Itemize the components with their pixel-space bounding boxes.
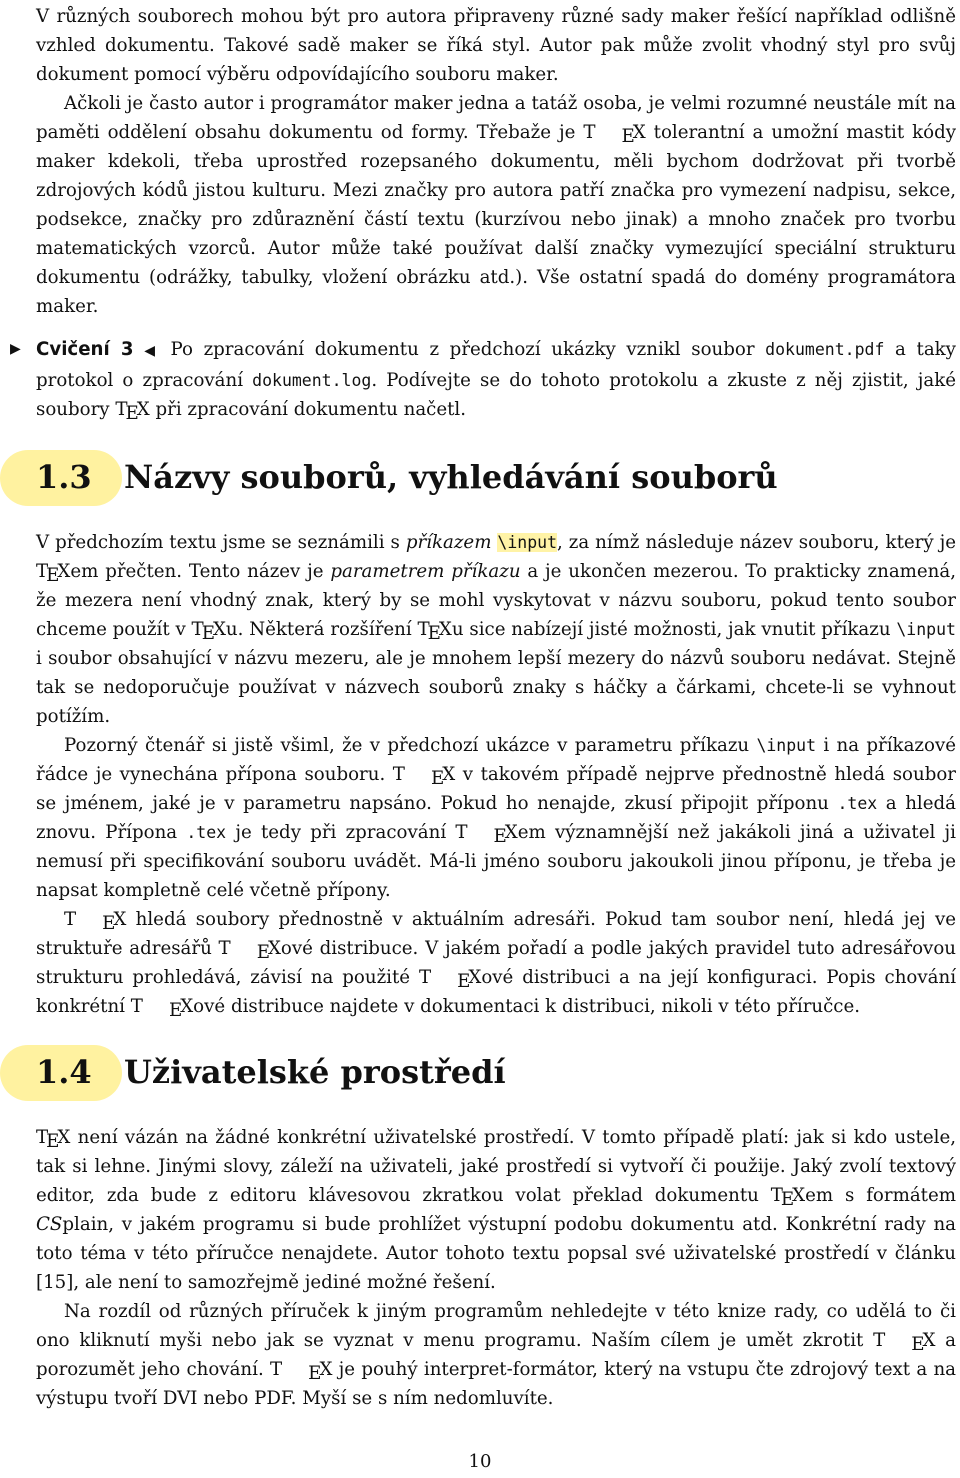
tex-logo: TEX	[115, 399, 150, 424]
input-command: \input	[896, 620, 956, 639]
csplain-logo: CS	[36, 1214, 63, 1235]
tex-extension: .tex	[186, 823, 227, 842]
section-number: 1.3	[36, 458, 92, 496]
section-1-3-paragraph-3: T EX hledá soubory přednostně v aktuálním adresáři. Pokud tam soubor není, hledá jej ve struktuře adresářů T EXové distribuce. V jakém pořadí a podle jakých pravidel tuto adresářovou strukturu prohledává, závisí na použité T EXové distribuci a na její konfiguraci. Popis chování konkrétní T EXové distribuce najdete v dokumentaci k distribuci, nikoli v této příručce.	[36, 909, 957, 1021]
exercise-3	[10, 335, 956, 424]
document-page	[10, 0, 957, 1413]
intro-paragraph-1: V různých souborech mohou být pro autora připraveny různé sady maker řešící například odlišně vzhled dokumentu. Takové sadě maker se říká styl. Autor pak může zvolit vhodný styl pro svůj dokument pomocí výběru odpovídajícího souboru maker.	[36, 6, 956, 85]
section-1-4-paragraph-1: TEX není vázán na žádné konkrétní uživatelské prostředí. V tomto případě platí: jak si kdo ustele, tak si lehne. Jinými slovy, záleží na uživateli, jaké prostředí si vytvoří či použije. Jaký zvolí textový editor, zda bude z editoru klávesovou zkratkou volat překlad dokumentu TEXem s formátem CSplain, v jakém programu si bude prohlížet výstupní podobu dokumentu atd. Konkrétní rady na toto téma v této příručce nenajdete. Autor tohoto textu popsal své uživatelské prostředí v článku [15], ale není to samozřejmě jediné možné řešení.	[36, 1127, 956, 1293]
section-1-4-paragraph-2: Na rozdíl od různých příruček k jiným programům nehledejte v této knize rady, co udělá to či ono kliknutí myši nebo jak se vyznat v menu programu. Naším cílem je umět zkrotit T EX a porozumět jeho chování. T EX je pouhý interpret-formátor, který na vstupu čte zdrojový text a na výstupu tvoří DVI nebo PDF. Myší se s ním nedomluvíte.	[36, 1301, 957, 1409]
exercise-label: Cvičení 3	[36, 339, 134, 360]
triangle-left-icon: ◀	[144, 343, 160, 359]
filename-pdf: dokument.pdf	[765, 340, 885, 359]
section-number: 1.4	[36, 1053, 92, 1091]
tex-extension: .tex	[837, 794, 878, 813]
section-1-3-paragraph-1: V předchozím textu jsme se seznámili s příkazem \input, za nímž následuje název souboru, který je TEXem přečten. Tento název je parametrem příkazu a je ukončen mezerou. To prakticky znamená, že mezera není vhodný znak, který by se mohl vyskytovat v názvu souboru, pokud tento soubor chceme použít v TEXu. Některá rozšíření TEXu sice nabízejí jisté možnosti, jak vnutit příkazu \input i soubor obsahující v názvu mezeru, ale je mnohem lepší mezery do názvů souboru nedávat. Stejně tak se nedoporučuje používat v názvech souborů znaky s háčky a čárkami, chcete-li se vyhnout potížím.	[36, 532, 957, 727]
input-command: \input	[497, 533, 558, 552]
section-1-3-paragraph-2: Pozorný čtenář si jistě všiml, že v předchozí ukázce v parametru příkazu \input i na příkazové řádce je vynechána přípona souboru. T EX v takovém případě nejprve přednostně hledá soubor se jménem, jaké je v parametru napsáno. Pokud ho nenajde, zkusí připojit příponu .tex a hledá znovu. Přípona .tex je tedy při zpracování T EXem významnější než jakákoli jiná a uživatel ji nemusí při specifikování souboru uvádět. Má-li jméno souboru jakoukoli jinou příponu, je třeba je napsat kompletně celé včetně přípony.	[36, 735, 957, 901]
section-heading-1-3	[36, 442, 956, 512]
triangle-right-icon: ▶	[10, 341, 21, 357]
filename-log: dokument.log	[252, 371, 372, 390]
section-heading-1-4	[36, 1037, 956, 1107]
intro-paragraph-2: Ačkoli je často autor i programátor maker jedna a tatáž osoba, je velmi rozumné neustále mít na paměti oddělení obsahu dokumentu od formy. Třebaže je T EX tolerantní a umožní mastit kódy maker kdekoli, třeba uprostřed rozepsaného dokumentu, měli bychom dodržovat při tvorbě zdrojových kódů jistou kulturu. Mezi značky pro autora patří značka pro vymezení nadpisu, sekce, podsekce, značky pro zdůraznění částí textu (kurzívou nebo jinak) a mnoho značek pro tvorbu matematických vzorců. Autor může také používat další značky vymezující speciální strukturu dokumentu (odrážky, tabulky, vložení obrázku atd.). Vše ostatní spadá do domény programátora maker.	[36, 93, 956, 317]
page-number: 10	[468, 1451, 492, 1472]
section-title: Názvy souborů, vyhledávání souborů	[124, 458, 778, 496]
input-command: \input	[756, 736, 817, 755]
exercise-text: Cvičení 3 ◀ Po zpracování dokumentu z předchozí ukázky vznikl soubor dokument.pdf a taky protokol o zpracování dokument.log. Podívejte se do tohoto protokolu a zkuste z něj zjistit, jaké soubory TEX při zpracování dokumentu načetl.	[36, 339, 956, 424]
section-title: Uživatelské prostředí	[124, 1053, 506, 1091]
tex-logo: T EX	[583, 122, 646, 147]
